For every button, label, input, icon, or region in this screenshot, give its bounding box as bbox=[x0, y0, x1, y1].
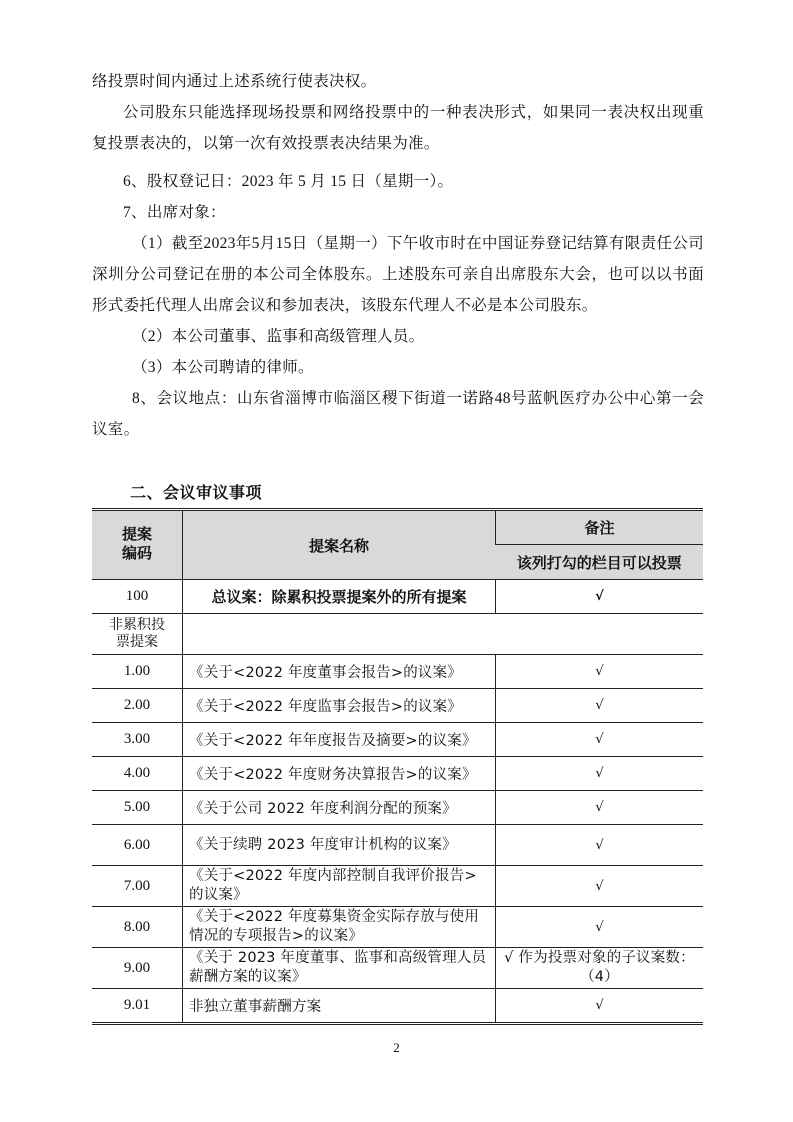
cell-name: 《关于<2022 年度内部控制自我评价报告>的议案》 bbox=[183, 866, 496, 907]
cell-remark-subproposals: √ 作为投票对象的子议案数：（4） bbox=[496, 948, 704, 989]
cell-name: 《关于<2022 年度董事会报告>的议案》 bbox=[183, 655, 496, 689]
cell-group-label: 非累积投票提案 bbox=[92, 614, 183, 655]
check-mark-icon: √ bbox=[496, 723, 704, 757]
check-mark-icon: √ bbox=[496, 866, 704, 907]
check-mark-icon: √ bbox=[496, 791, 704, 825]
cell-name: 《关于<2022 年年度报告及摘要>的议案》 bbox=[183, 723, 496, 757]
table-row bbox=[92, 791, 703, 825]
paragraph-record-date: 6、股权登记日：2023 年 5 月 15 日（星期一）。 bbox=[123, 173, 454, 190]
section-title-agenda: 二、会议审议事项 bbox=[130, 485, 263, 502]
cell-code: 5.00 bbox=[92, 791, 183, 825]
table-row bbox=[92, 757, 703, 791]
cell-name: 《关于公司 2022 年度利润分配的预案》 bbox=[183, 791, 496, 825]
check-mark-icon: √ bbox=[496, 907, 704, 948]
cell-name: 《关于<2022 年度募集资金实际存放与使用情况的专项报告>的议案》 bbox=[183, 907, 496, 948]
table-row bbox=[92, 825, 703, 866]
table-row bbox=[92, 723, 703, 757]
cell-name: 《关于续聘 2023 年度审计机构的议案》 bbox=[183, 825, 496, 866]
cell-code: 3.00 bbox=[92, 723, 183, 757]
header-remark: 备注 bbox=[496, 510, 704, 545]
cell-name: 《关于 2023 年度董事、监事和高级管理人员薪酬方案的议案》 bbox=[183, 948, 496, 989]
check-mark-icon: √ bbox=[496, 757, 704, 791]
table-row bbox=[92, 948, 703, 989]
cell-code: 8.00 bbox=[92, 907, 183, 948]
paragraph-attendees-heading: 7、出席对象： bbox=[123, 204, 226, 221]
page-number: 2 bbox=[393, 1040, 400, 1055]
cell-code: 4.00 bbox=[92, 757, 183, 791]
header-proposal-name: 提案名称 bbox=[183, 510, 496, 580]
agenda-table bbox=[92, 508, 703, 1025]
cell-code: 100 bbox=[92, 580, 183, 614]
paragraph-attendees-officers: （2）本公司董事、监事和高级管理人员。 bbox=[132, 328, 425, 345]
cell-name: 总议案：除累积投票提案外的所有提案 bbox=[183, 580, 496, 614]
cell-name: 非独立董事薪酬方案 bbox=[183, 989, 496, 1024]
cell-code: 7.00 bbox=[92, 866, 183, 907]
check-mark-icon: √ bbox=[496, 580, 704, 614]
cell-code: 6.00 bbox=[92, 825, 183, 866]
cell-group-empty bbox=[183, 614, 704, 655]
header-proposal-code: 提案编码 bbox=[92, 510, 183, 580]
table-header-row bbox=[92, 510, 703, 545]
paragraph-voting-form-rule: 公司股东只能选择现场投票和网络投票中的一种表决形式，如果同一表决权出现重复投票表决的，以第一次有效投票表决结果为准。 bbox=[92, 104, 704, 152]
cell-name: 《关于<2022 年度监事会报告>的议案》 bbox=[183, 689, 496, 723]
paragraph-online-voting-continued: 络投票时间内通过上述系统行使表决权。 bbox=[92, 73, 377, 90]
paragraph-attendees-shareholders: （1）截至2023年5月15日（星期一）下午收市时在中国证券登记结算有限责任公司深圳分公司登记在册的本公司全体股东。上述股东可亲自出席股东大会，也可以以书面形式委托代理人出席会议和参加表决，该股东代理人不必是本公司股东。 bbox=[92, 235, 704, 314]
table-row bbox=[92, 655, 703, 689]
table-row-total bbox=[92, 580, 703, 614]
check-mark-icon: √ bbox=[496, 689, 704, 723]
paragraph-meeting-location: 8、会议地点：山东省淄博市临淄区稷下街道一诺路48号蓝帆医疗办公中心第一会议室。 bbox=[92, 390, 704, 438]
cell-code: 9.01 bbox=[92, 989, 183, 1024]
table-row-group bbox=[92, 614, 703, 655]
cell-name: 《关于<2022 年度财务决算报告>的议案》 bbox=[183, 757, 496, 791]
cell-code: 9.00 bbox=[92, 948, 183, 989]
table-row bbox=[92, 907, 703, 948]
header-remark-sub: 该列打勾的栏目可以投票 bbox=[496, 545, 704, 580]
table-row bbox=[92, 689, 703, 723]
cell-code: 2.00 bbox=[92, 689, 183, 723]
table-row bbox=[92, 989, 703, 1024]
table-row bbox=[92, 866, 703, 907]
paragraph-attendees-lawyers: （3）本公司聘请的律师。 bbox=[132, 359, 314, 376]
cell-code: 1.00 bbox=[92, 655, 183, 689]
check-mark-icon: √ bbox=[496, 989, 704, 1024]
check-mark-icon: √ bbox=[496, 655, 704, 689]
check-mark-icon: √ bbox=[496, 825, 704, 866]
